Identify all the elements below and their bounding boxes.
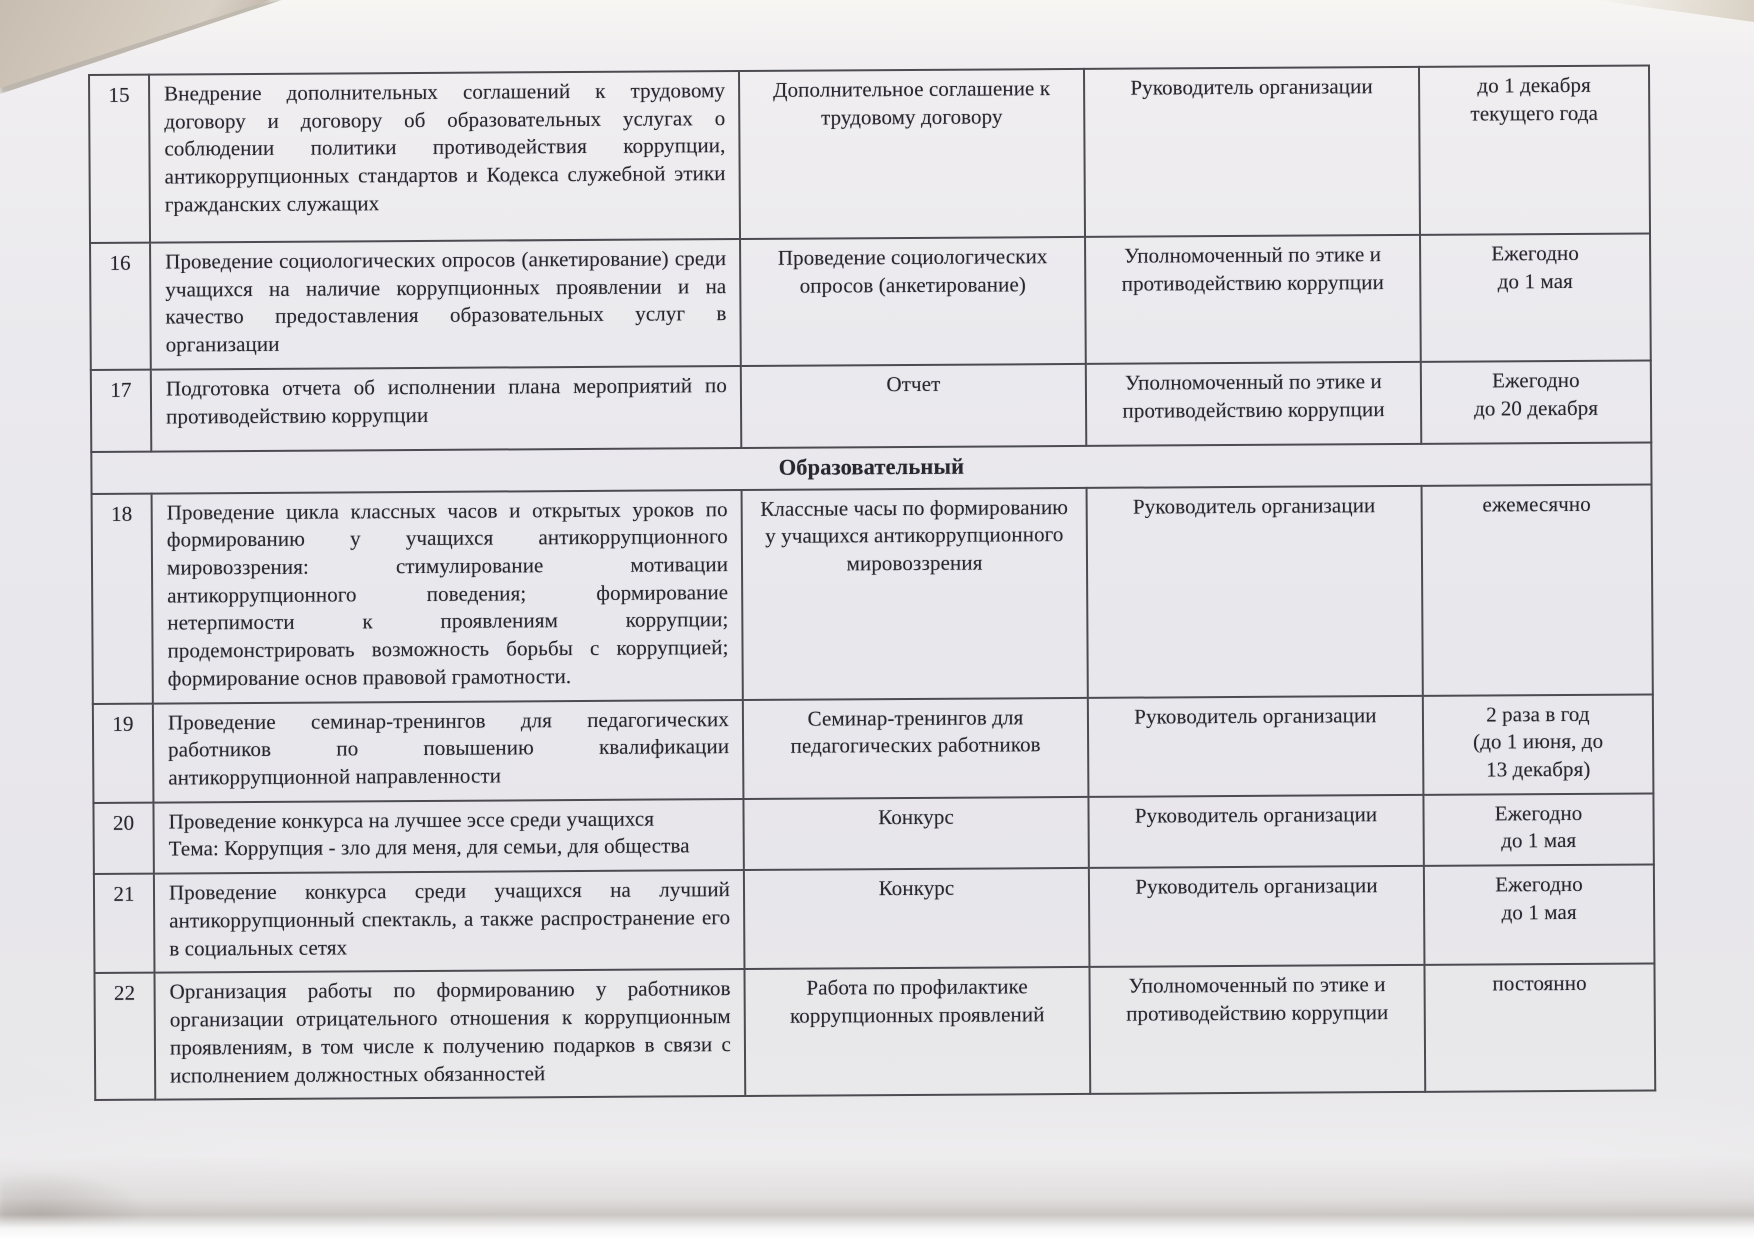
table-row — [90, 233, 1651, 369]
deadline-cell: ежемесячно — [1422, 484, 1653, 695]
result-cell: Работа по профилактике коррупционных проявлений — [744, 967, 1090, 1096]
responsible-cell: Уполномоченный по этике и противодействию коррупции — [1085, 235, 1421, 364]
row-number-cell: 16 — [90, 243, 151, 370]
responsible-cell: Руководитель организации — [1087, 485, 1423, 697]
activity-cell: Проведение семинар-тренингов для педагогических работников по повышению квалификации антикоррупционной направленности — [153, 700, 744, 803]
result-cell: Отчет — [741, 364, 1086, 448]
section-header: Образовательный — [91, 442, 1651, 493]
deadline-cell: Ежегодно до 1 мая — [1423, 793, 1653, 866]
responsible-cell: Уполномоченный по этике и противодействию коррупции — [1089, 965, 1425, 1094]
table-row — [89, 65, 1650, 243]
table-row — [94, 964, 1655, 1100]
row-number-cell: 18 — [92, 493, 153, 703]
result-cell: Проведение социологических опросов (анкетирование) — [740, 237, 1086, 366]
table-row — [94, 865, 1655, 974]
action-plan-table — [88, 64, 1656, 1101]
table-row — [91, 360, 1651, 452]
responsible-cell: Руководитель организации — [1089, 866, 1425, 967]
deadline-cell: 2 раза в год (до 1 июня, до 13 декабря) — [1423, 694, 1654, 795]
page-bottom-edge — [0, 1156, 1754, 1240]
activity-cell: Проведение конкурса на лучшее эссе среди учащихся Тема: Коррупция - зло для меня, для семьи, для общества — [153, 799, 743, 874]
row-number-cell: 22 — [94, 973, 155, 1100]
activity-cell: Проведение социологических опросов (анкетирование) среди учащихся на наличие коррупционных проявлении и на качество предоставления образовательных услуг в организации — [150, 239, 741, 369]
row-number-cell: 15 — [89, 75, 150, 243]
deadline-cell: Ежегодно до 1 мая — [1424, 865, 1655, 966]
result-cell: Конкурс — [743, 797, 1088, 871]
responsible-cell: Руководитель организации — [1084, 67, 1420, 237]
activity-cell: Подготовка отчета об исполнении плана мероприятий по противодействию коррупции — [151, 366, 741, 452]
activity-cell: Проведение цикла классных часов и открытых уроков по формированию у учащихся антикоррупционного мировоззрения: стимулирование мотивации антикоррупционного поведения; формирование нетерпимости к проявлениям коррупции; продемонстрировать возможность борьбы с коррупцией; формирование основ правовой грамотности. — [152, 490, 743, 704]
deadline-cell: Ежегодно до 1 мая — [1420, 233, 1651, 361]
table-row — [93, 793, 1653, 874]
deadline-cell: Ежегодно до 20 декабря — [1421, 360, 1651, 443]
responsible-cell: Руководитель организации — [1088, 795, 1423, 868]
deadline-cell: до 1 декабря текущего года — [1419, 65, 1650, 234]
responsible-cell: Уполномоченный по этике и противодействию коррупции — [1086, 362, 1421, 446]
deadline-cell: постоянно — [1424, 964, 1655, 1092]
row-number-cell: 21 — [94, 874, 155, 974]
table-row — [92, 484, 1653, 704]
activity-cell: Проведение конкурса среди учащихся на лучший антикоррупционный спектакль, а также распространение его в социальных сетях — [154, 870, 745, 973]
result-cell: Дополнительное соглашение к трудовому договору — [739, 69, 1085, 239]
result-cell: Семинар-тренингов для педагогических работников — [743, 697, 1089, 798]
activity-cell: Внедрение дополнительных соглашений к трудовому договору и договору об образовательных услугах о соблюдении политики противодействия коррупции, антикоррупционных стандартов и Кодекса служебной этики гражданских служащих — [149, 71, 740, 243]
table-row — [93, 694, 1654, 803]
responsible-cell: Руководитель организации — [1088, 695, 1424, 796]
result-cell: Классные часы по формированию у учащихся антикоррупционного мировоззрения — [742, 487, 1088, 699]
result-cell: Конкурс — [744, 868, 1090, 969]
page-top-right-edge — [1594, 0, 1754, 22]
row-number-cell: 19 — [93, 703, 154, 803]
row-number-cell: 17 — [91, 369, 151, 451]
activity-cell: Организация работы по формированию у работников организации отрицательного отношения к коррупционным проявлениям, в том числе к получению подарков в связи с исполнением должностных обязанностей — [154, 969, 745, 1099]
row-number-cell: 20 — [93, 802, 153, 874]
